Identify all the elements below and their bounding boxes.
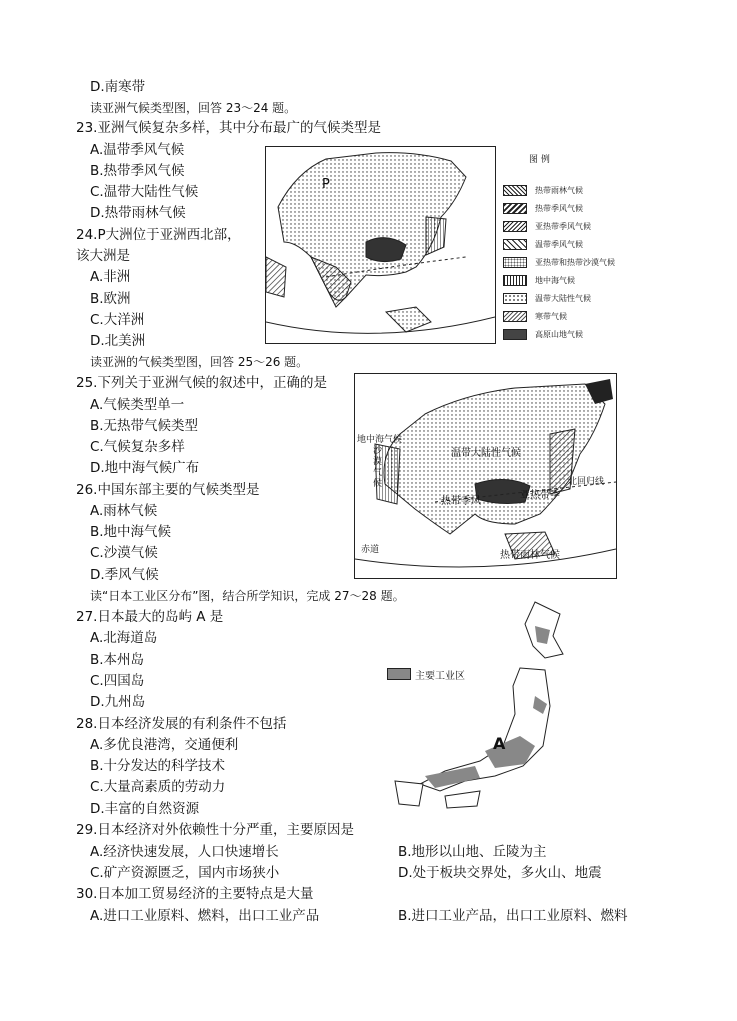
legend-row [503,292,591,304]
question-25: 25.下列关于亚洲气候的叙述中，正确的是 [76,375,327,391]
legend-swatch [503,239,527,250]
legend-row [503,256,615,268]
question-30-option-b: B.进口工业产品，出口工业原料、燃料 [398,908,628,924]
question-27-option-a: A.北海道岛 [90,630,158,646]
question-24-option-c: C.大洋洲 [90,312,145,328]
map-1-legend-heading: 图 例 [529,155,550,165]
question-30: 30.日本加工贸易经济的主要特点是大量 [76,886,314,902]
map-2-label-tropical-monsoon: 热带季风 [441,496,481,507]
legend-label: 亚热带和热带沙漠气候 [535,257,615,267]
japan-industry-map [385,596,590,810]
question-28-option-c: C.大量高素质的劳动力 [90,779,226,795]
map-2-label-mediterranean: 地中海气候 [357,435,403,445]
legend-row [503,274,575,286]
legend-swatch [503,203,527,214]
map-3-legend-swatch [387,668,411,680]
legend-label: 亚热带季风气候 [535,221,591,231]
legend-label: 温带季风气候 [535,239,583,249]
question-29-option-d: D.处于板块交界处，多火山、地震 [398,865,602,881]
question-23-option-a: A.温带季风气候 [90,142,185,158]
question-23-option-d: D.热带雨林气候 [90,205,186,221]
legend-label: 寒带气候 [535,311,567,321]
map-2-label-desert: 沙漠气候 [373,446,383,489]
question-28-option-d: D.丰富的自然资源 [90,801,200,817]
question-24: 24.P大洲位于亚洲西北部， [76,227,241,243]
question-29-option-a: A.经济快速发展，人口快速增长 [90,844,279,860]
option-d-previous: D.南寒带 [90,79,146,95]
question-26-option-d: D.季风气候 [90,567,159,583]
legend-swatch [503,275,527,286]
legend-row [503,310,567,322]
question-27-option-b: B.本州岛 [90,652,145,668]
question-27-option-c: C.四国岛 [90,673,145,689]
question-28: 28.日本经济发展的有利条件不包括 [76,716,287,732]
legend-label: 热带季风气候 [535,203,583,213]
question-26-option-c: C.沙漠气候 [90,545,158,561]
instruction-23-24: 读亚洲气候类型图，回答 23～24 题。 [90,101,297,115]
map-2-label-rainforest: 热带雨林气候 [500,550,560,561]
question-24-continued: 该大洲是 [76,248,130,264]
question-23-option-c: C.温带大陆性气候 [90,184,199,200]
map-2-label-tropic: 北回归线 [568,477,605,487]
question-24-option-a: A.非洲 [90,269,131,285]
map-2-label-subtropical: 亚热带季 [520,490,560,501]
japan-industry-map-graphic [385,596,590,810]
question-30-option-a: A.进口工业原料、燃料，出口工业产品 [90,908,320,924]
legend-swatch [503,257,527,268]
asia-climate-map-1 [265,146,496,344]
legend-row [503,328,583,340]
legend-label: 地中海气候 [535,275,575,285]
map-2-label-continental: 温带大陆性气候 [451,448,521,459]
legend-swatch [503,185,527,196]
question-27: 27.日本最大的岛屿 A 是 [76,609,224,625]
legend-label: 热带雨林气候 [535,185,583,195]
question-28-option-a: A.多优良港湾，交通便利 [90,737,239,753]
instruction-25-26: 读亚洲的气候类型图，回答 25～26 题。 [90,355,309,369]
legend-swatch [503,221,527,232]
legend-row [503,220,591,232]
map-1-label-p: P [322,177,330,192]
question-26-option-b: B.地中海气候 [90,524,172,540]
map-2-label-equator: 赤道 [361,545,380,555]
question-23-option-b: B.热带季风气候 [90,163,185,179]
question-27-option-d: D.九州岛 [90,694,146,710]
question-25-option-b: B.无热带气候类型 [90,418,199,434]
question-29: 29.日本经济对外依赖性十分严重，主要原因是 [76,822,354,838]
legend-swatch [503,311,527,322]
instruction-27-28: 读“日本工业区分布”图，结合所学知识，完成 27～28 题。 [90,589,405,603]
map-1-legend [503,155,663,340]
map-3-label-a: A [493,734,506,753]
question-29-option-b: B.地形以山地、丘陵为主 [398,844,547,860]
question-25-option-c: C.气候复杂多样 [90,439,185,455]
legend-swatch [503,293,527,304]
map-3-legend-label: 主要工业区 [415,671,465,682]
question-26: 26.中国东部主要的气候类型是 [76,482,260,498]
question-25-option-a: A.气候类型单一 [90,397,185,413]
question-29-option-c: C.矿产资源匮乏，国内市场狭小 [90,865,280,881]
asia-climate-map-1-graphic [266,147,495,343]
question-24-option-b: B.欧洲 [90,291,131,307]
question-28-option-b: B.十分发达的科学技术 [90,758,226,774]
legend-label: 温带大陆性气候 [535,293,591,303]
legend-row [503,202,583,214]
question-23: 23.亚洲气候复杂多样，其中分布最广的气候类型是 [76,120,381,136]
legend-row [503,238,583,250]
legend-label: 高原山地气候 [535,329,583,339]
legend-swatch [503,329,527,340]
question-24-option-d: D.北美洲 [90,333,146,349]
legend-row [503,184,583,196]
asia-climate-map-2 [354,373,617,579]
question-26-option-a: A.雨林气候 [90,503,158,519]
question-25-option-d: D.地中海气候广布 [90,460,200,476]
